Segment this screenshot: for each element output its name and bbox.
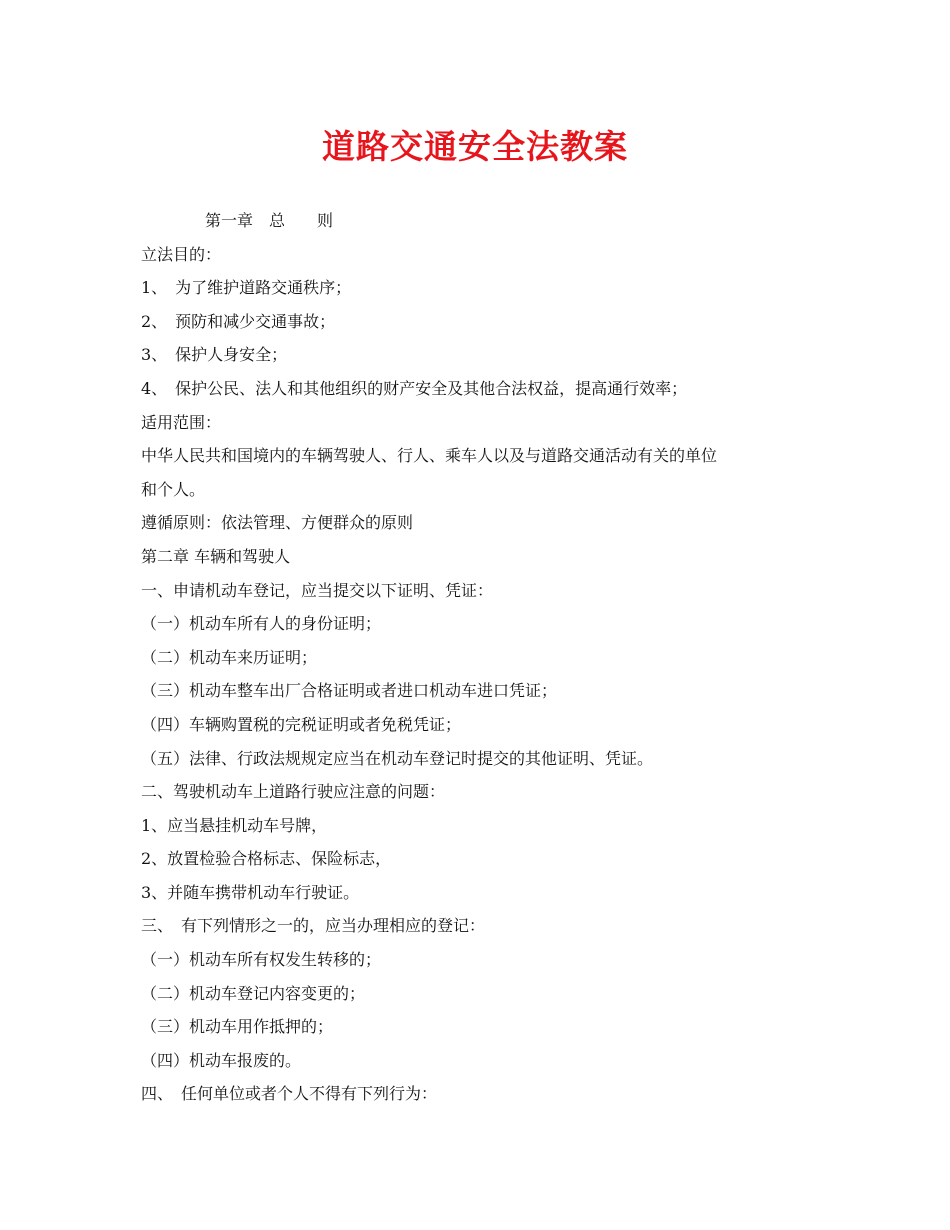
chapter-2-heading: 第二章 车辆和驾驶人 [141, 546, 291, 566]
list-item: （二）机动车登记内容变更的； [141, 983, 366, 1003]
list-item: （四）车辆购置税的完税证明或者免税凭证； [141, 714, 462, 734]
list-item: 4、 保护公民、法人和其他组织的财产安全及其他合法权益，提高通行效率； [141, 378, 688, 398]
chapter-1-heading: 第一章 总 则 [205, 211, 334, 230]
list-item: （一）机动车所有权发生转移的； [141, 950, 382, 970]
document-title: 道路交通安全法教案 [322, 127, 628, 166]
list-item: （三）机动车整车出厂合格证明或者进口机动车进口凭证； [141, 681, 558, 701]
section-heading: 三、 有下列情形之一的，应当办理相应的登记： [141, 916, 486, 936]
paragraph-line: 和个人。 [141, 479, 206, 499]
list-item: （一）机动车所有人的身份证明； [141, 614, 382, 634]
list-item: （三）机动车用作抵押的； [141, 1017, 334, 1037]
paragraph-line: 中华人民共和国境内的车辆驾驶人、行人、乘车人以及与道路交通活动有关的单位 [141, 446, 718, 466]
list-item: （五）法律、行政法规规定应当在机动车登记时提交的其他证明、凭证。 [141, 748, 654, 768]
document-body [141, 204, 831, 1111]
list-item: 1、 为了维护道路交通秩序； [141, 278, 352, 298]
list-item: 3、并随车携带机动车行驶证。 [141, 882, 360, 902]
list-item: 3、 保护人身安全； [141, 345, 288, 365]
list-item: 2、放置检验合格标志、保险标志， [141, 849, 392, 869]
list-item: 1、应当悬挂机动车号牌， [141, 815, 328, 835]
section-label-purpose: 立法目的： [141, 244, 222, 264]
section-heading: 四、 任何单位或者个人不得有下列行为： [141, 1084, 438, 1104]
list-item: 2、 预防和减少交通事故； [141, 311, 336, 331]
list-item: （二）机动车来历证明； [141, 647, 318, 667]
section-label-principle: 遵循原则：依法管理、方便群众的原则 [141, 513, 414, 533]
list-item: （四）机动车报废的。 [141, 1050, 302, 1070]
section-heading: 一、申请机动车登记，应当提交以下证明、凭证： [141, 580, 494, 600]
section-heading: 二、驾驶机动车上道路行驶应注意的问题： [141, 782, 446, 802]
section-label-scope: 适用范围： [141, 412, 222, 432]
